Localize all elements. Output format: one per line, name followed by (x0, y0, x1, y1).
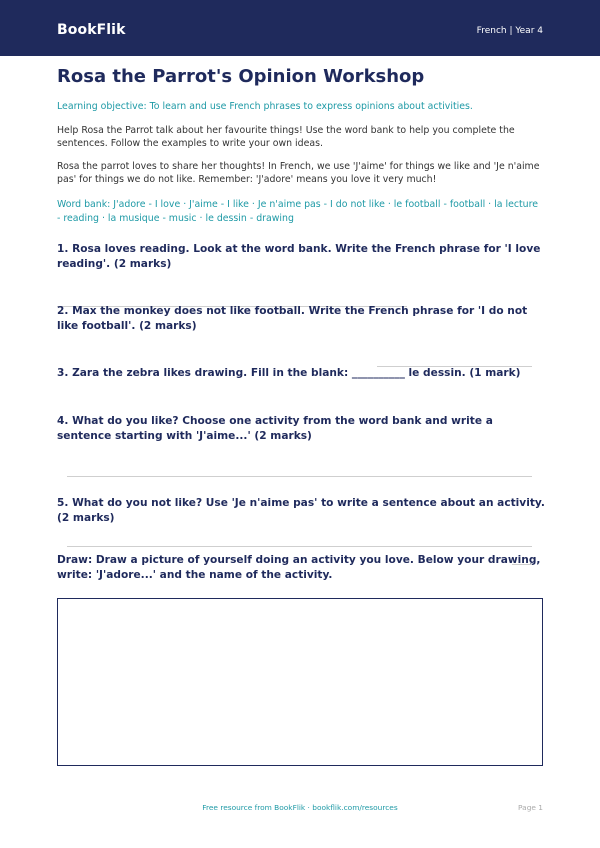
page-number: Page 1 (518, 803, 543, 812)
answer-line-draw (512, 564, 532, 565)
question-1: 1. Rosa loves reading. Look at the word bank. Write the French phrase for 'I love reading'. (2 marks) (57, 243, 541, 270)
subject-label: French | Year 4 (476, 26, 543, 36)
intro-paragraph-2: Rosa the parrot loves to share her thoughts! In French, we use 'J'aime' for things we like and 'Je n'aime pas' for things we do not like. Remember: 'J'adore' means you love it very much! (57, 161, 540, 185)
intro-paragraph-1: Help Rosa the Parrot talk about her favourite things! Use the word bank to help you complete the sentences. Follow the examples to write your own ideas. (57, 125, 515, 149)
question-2: 2. Max the monkey does not like football. Write the French phrase for 'I do not like football'. (2 marks) (57, 305, 528, 332)
question-3: 3. Zara the zebra likes drawing. Fill in the blank: __________ le dessin. (1 mark) (57, 367, 521, 379)
footer-text: Free resource from BookFlik · bookflik.com/resources (202, 803, 398, 812)
draw-prompt: Draw: Draw a picture of yourself doing an activity you love. Below your drawing, write: 'J'adore...' and the name of the activity. (57, 554, 541, 581)
learning-objective: Learning objective: To learn and use French phrases to express opinions about activities. (57, 101, 473, 112)
page-title: Rosa the Parrot's Opinion Workshop (57, 66, 425, 87)
brand-logo: BookFlik (57, 22, 126, 38)
answer-line-5[interactable] (67, 546, 532, 547)
header-bar (0, 0, 600, 56)
drawing-area[interactable] (57, 598, 543, 766)
question-4: 4. What do you like? Choose one activity from the word bank and write a sentence starting with 'J'aime...' (2 marks) (57, 415, 493, 442)
word-bank: Word bank: J'adore - I love · J'aime - I like · Je n'aime pas - I do not like · le football - football · la lecture - reading · la musique - music · le dessin - drawing (57, 199, 539, 224)
question-5: 5. What do you not like? Use 'Je n'aime pas' to write a sentence about an activity. (2 marks) (57, 497, 545, 524)
answer-line-4[interactable] (67, 476, 532, 477)
